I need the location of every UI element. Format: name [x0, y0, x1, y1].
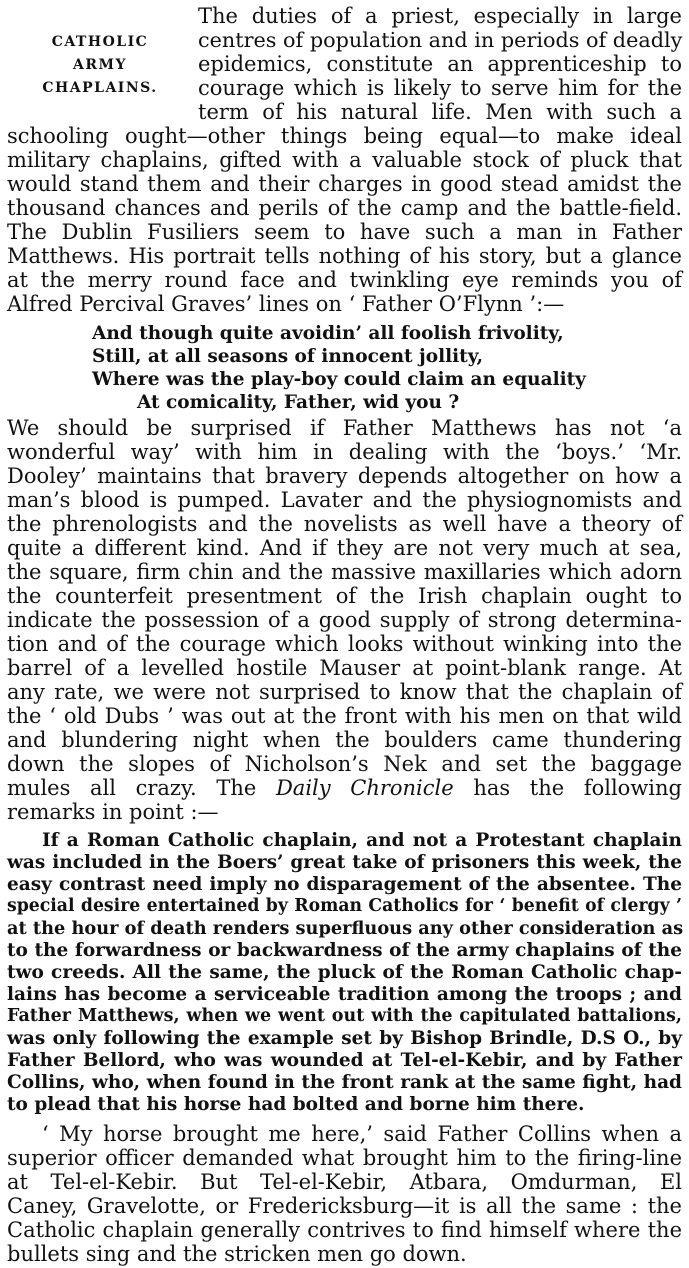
poem-line: Where was the play-boy could claim an equality: [92, 369, 586, 390]
para2-text-a: mules all crazy. The: [7, 776, 257, 800]
quote-line: to plead that his horse had bolted and borne him there.: [7, 1094, 585, 1115]
para1-line: schooling ought—other things being equal—to make ideal: [7, 124, 682, 148]
poem-line: And though quite avoidin’ all foolish frivolity,: [92, 323, 564, 344]
para1-line: centres of population and in periods of deadly: [198, 28, 683, 52]
poem-line: Still, at all seasons of innocent jollity,: [92, 346, 484, 367]
para3-line: at Tel-el-Kebir. But Tel-el-Kebir, Atbara, Omdurman, El: [7, 1170, 682, 1194]
para2-line: the ‘ old Dubs ’ was out at the front with his men on that wild: [7, 704, 682, 728]
quote-line: easy contrast need imply no disparagement of the absentee. The: [7, 874, 682, 895]
quote-line: lains has become a serviceable tradition among the troops ; and: [7, 984, 682, 1005]
para2-line: quite a different kind. And if they are not very much at sea,: [7, 536, 682, 560]
para2-line: We should be surprised if Father Matthews has not ‘a: [7, 416, 682, 440]
para2-line: the phrenologists and the novelists as well have a theory of: [7, 512, 682, 536]
para1-line: military chaplains, gifted with a valuable stock of pluck that: [7, 148, 682, 172]
para2-line: and blundering night when the boulders came thundering: [7, 728, 682, 752]
quote-line: Father Bellord, who was wounded at Tel-el-Kebir, and by Father: [7, 1050, 682, 1071]
para2-line: remarks in point :—: [7, 800, 219, 824]
para2-line: wonderful way’ with him in dealing with the ‘boys.’ ‘Mr.: [7, 440, 682, 464]
para2-line: barrel of a levelled hostile Mauser at point-blank range. At: [7, 656, 682, 680]
para2-line: the square, firm chin and the massive maxillaries which adorn: [7, 560, 682, 584]
para1-line: thousand chances and perils of the camp and the battle-field.: [7, 196, 682, 220]
side-heading-line-1: CATHOLIC: [51, 34, 149, 50]
para1-line: The Dublin Fusiliers seem to have such a man in Father: [7, 220, 682, 244]
para1-line: Alfred Percival Graves’ lines on ‘ Father O’Flynn ’:—: [7, 292, 565, 316]
para2-line-with-italic: [7, 776, 682, 800]
para2-line: any rate, we were not surprised to know that the chaplain of: [7, 680, 682, 704]
para1-line: The duties of a priest, especially in large: [198, 4, 682, 28]
para1-line: courage which is likely to serve him for the: [198, 76, 682, 100]
para2-line: indicate the possession of a good supply of strong determina-: [7, 608, 682, 632]
para3-line: bullets sing and the stricken men go down.: [7, 1242, 467, 1266]
quote-line: was only following the example set by Bishop Brindle, D.S O., by: [7, 1028, 682, 1049]
side-heading-line-3: CHAPLAINS.: [42, 80, 158, 96]
para2-line: down the slopes of Nicholson’s Nek and set the baggage: [7, 752, 682, 776]
para2-line: Dooley’ maintains that bravery depends altogether on how a: [7, 464, 682, 488]
para2-line: tion and of the courage which looks without winking into the: [7, 632, 682, 656]
para1-line: would stand them and their charges in good stead amidst the: [7, 172, 682, 196]
para3-line: Catholic chaplain generally contrives to find himself where the: [7, 1218, 682, 1242]
para3-line: Caney, Gravelotte, or Fredericksburg—it is all the same : the: [7, 1194, 682, 1218]
quote-line: to the forwardness or backwardness of the army chaplains of the: [7, 940, 682, 961]
quote-line: special desire entertained by Roman Catholics for ‘ benefit of clergy ’: [7, 896, 682, 916]
quote-line: was included in the Boers’ great take of prisoners this week, the: [7, 852, 682, 873]
quote-line: at the hour of death renders superfluous any other consideration as: [7, 918, 684, 939]
para3-line: ‘ My horse brought me here,’ said Father Collins when a: [42, 1122, 682, 1146]
para2-text-b: has the following: [473, 776, 682, 800]
para1-line: Matthews. His portrait tells nothing of his story, but a glance: [7, 244, 682, 268]
quote-line: Collins, who, when found in the front rank at the same fight, had: [7, 1072, 682, 1093]
para1-line: term of his natural life. Men with such a: [198, 100, 682, 124]
para1-line: at the merry round face and twinkling eye reminds you of: [7, 268, 682, 292]
publication-title: Daily Chronicle: [275, 776, 454, 800]
quote-line: two creeds. All the same, the pluck of the Roman Catholic chap-: [7, 962, 682, 983]
poem-line: At comicality, Father, wid you ?: [137, 392, 460, 413]
side-heading-line-2: ARMY: [73, 57, 127, 73]
para2-line: the counterfeit presentment of the Irish chaplain ought to: [7, 584, 682, 608]
quote-line: Father Matthews, when we went out with the capitulated battalions,: [7, 1006, 682, 1026]
quote-line: If a Roman Catholic chaplain, and not a Protestant chaplain: [42, 830, 682, 851]
para3-line: superior officer demanded what brought him to the firing-line: [7, 1146, 682, 1170]
para1-line: epidemics, constitute an apprenticeship to: [198, 52, 682, 76]
para2-line: man’s blood is pumped. Lavater and the physiognomists and: [7, 488, 682, 512]
